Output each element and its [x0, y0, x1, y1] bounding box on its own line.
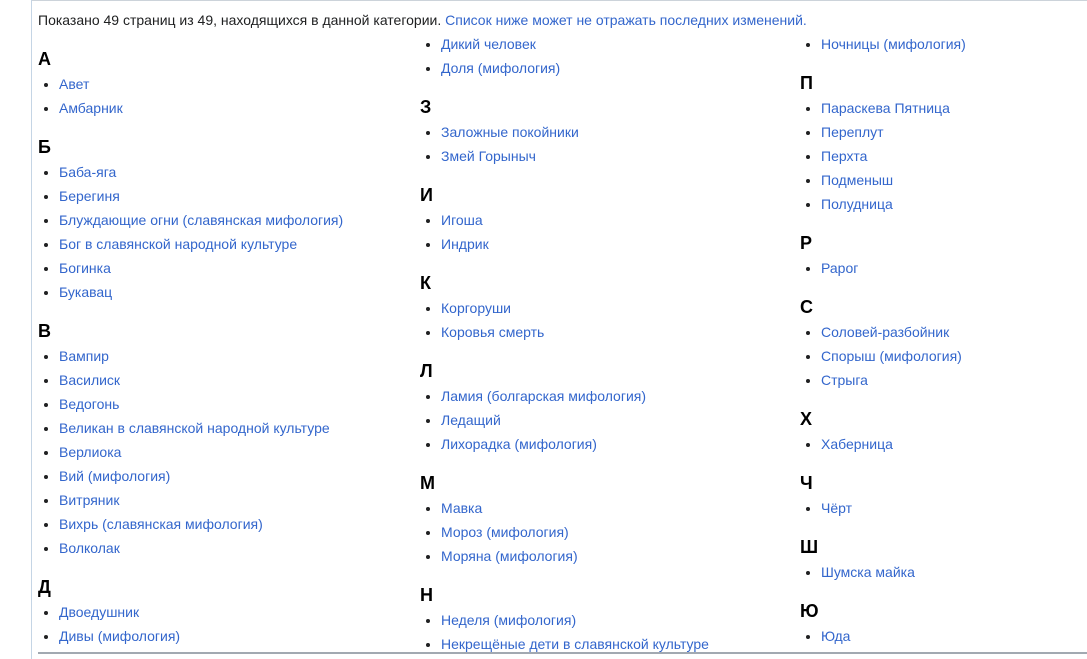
list-item: [59, 536, 420, 560]
category-page-link[interactable]: Авет: [59, 76, 90, 92]
category-page-list: [800, 496, 1087, 520]
list-item: [59, 600, 420, 624]
category-page-link[interactable]: Индрик: [441, 236, 489, 252]
category-page-list: [420, 120, 800, 168]
category-page-link[interactable]: Неделя (мифология): [441, 612, 577, 628]
category-page-link[interactable]: Лихорадка (мифология): [441, 436, 597, 452]
category-page-list: [38, 600, 420, 648]
category-page-link[interactable]: Моряна (мифология): [441, 548, 578, 564]
list-item: [59, 72, 420, 96]
list-item: [441, 144, 800, 168]
category-page-link[interactable]: Некрещёные дети в славянской культуре: [441, 636, 709, 652]
category-page-link[interactable]: Шумска майка: [821, 564, 915, 580]
category-page-link[interactable]: Мавка: [441, 500, 483, 516]
list-item: [441, 120, 800, 144]
category-page-link[interactable]: Великан в славянской народной культуре: [59, 420, 330, 436]
category-page-link[interactable]: Богинка: [59, 260, 111, 276]
list-item: [441, 496, 800, 520]
letter-heading: Ю: [800, 601, 819, 621]
category-column-2: [420, 32, 800, 656]
category-page-link[interactable]: Дивы (мифология): [59, 628, 181, 644]
category-page-link[interactable]: Стрыга: [821, 372, 868, 388]
list-item: [59, 392, 420, 416]
category-page-link[interactable]: Бог в славянской народной культуре: [59, 236, 298, 252]
list-item: [821, 144, 1087, 168]
list-item: [441, 544, 800, 568]
category-count-text: Показано 49 страниц из 49, находящихся в данной категории.: [38, 12, 442, 28]
list-item: [59, 512, 420, 536]
category-page-link[interactable]: Змей Горыныч: [441, 148, 536, 164]
category-page-link[interactable]: Коргоруши: [441, 300, 511, 316]
list-item: [59, 416, 420, 440]
category-page-link[interactable]: Ведогонь: [59, 396, 120, 412]
category-page-link[interactable]: Доля (мифология): [441, 60, 561, 76]
list-item: [441, 32, 800, 56]
category-page-list: [420, 384, 800, 456]
list-item: [59, 208, 420, 232]
letter-heading: Д: [38, 577, 51, 597]
list-item: [821, 256, 1087, 280]
category-page-list: [420, 296, 800, 344]
category-page-list: [800, 32, 1087, 56]
category-page-link[interactable]: Василиск: [59, 372, 121, 388]
category-page-link[interactable]: Игоша: [441, 212, 483, 228]
list-item: [821, 344, 1087, 368]
category-page-list: [38, 72, 420, 120]
letter-heading: С: [800, 297, 813, 317]
content-left-border: [31, 0, 32, 659]
list-item: [441, 320, 800, 344]
category-page-link[interactable]: Мороз (мифология): [441, 524, 569, 540]
letter-heading: Л: [420, 361, 433, 381]
list-item: [59, 256, 420, 280]
letter-heading: А: [38, 49, 51, 69]
list-item: [821, 496, 1087, 520]
list-item: [59, 464, 420, 488]
list-item: [59, 96, 420, 120]
category-page-list: [38, 160, 420, 304]
list-item: [59, 160, 420, 184]
category-page-link[interactable]: Подменыш: [821, 172, 894, 188]
letter-heading: В: [38, 321, 51, 341]
list-item: [441, 608, 800, 632]
category-page-link[interactable]: Соловей-разбойник: [821, 324, 950, 340]
letter-heading: Н: [420, 585, 433, 605]
category-page-link[interactable]: Коровья смерть: [441, 324, 545, 340]
list-item: [821, 96, 1087, 120]
category-page-link[interactable]: Берегиня: [59, 188, 120, 204]
list-item: [59, 232, 420, 256]
category-page-link[interactable]: Букавац: [59, 284, 113, 300]
category-page-link[interactable]: Заложные покойники: [441, 124, 579, 140]
category-page-link[interactable]: Вихрь (славянская мифология): [59, 516, 263, 532]
category-columns: [38, 32, 1087, 656]
list-item: [59, 368, 420, 392]
category-page-list: [800, 624, 1087, 648]
category-page-link[interactable]: Дикий человек: [441, 36, 536, 52]
list-item: [821, 320, 1087, 344]
category-page-list: [800, 560, 1087, 584]
category-page-list: [420, 496, 800, 568]
category-page-link[interactable]: Параскева Пятница: [821, 100, 950, 116]
category-page-list: [800, 96, 1087, 216]
category-page-link[interactable]: Вий (мифология): [59, 468, 171, 484]
category-page-list: [800, 320, 1087, 392]
category-page-link[interactable]: Ночницы (мифология): [821, 36, 966, 52]
category-page-link[interactable]: Вампир: [59, 348, 109, 364]
category-page-link[interactable]: Переплут: [821, 124, 884, 140]
list-item: [821, 368, 1087, 392]
category-page-link[interactable]: Хаберница: [821, 436, 893, 452]
list-item: [821, 624, 1087, 648]
bottom-divider: [38, 652, 1087, 654]
list-item: [441, 296, 800, 320]
list-item: [441, 432, 800, 456]
list-item: [441, 408, 800, 432]
letter-heading: К: [420, 273, 431, 293]
category-page-link[interactable]: Спорыш (мифология): [821, 348, 962, 364]
category-page-link[interactable]: Двоедушник: [59, 604, 140, 620]
category-page-list: [38, 344, 420, 560]
letter-heading: Р: [800, 233, 813, 253]
category-page-link[interactable]: Чёрт: [821, 500, 853, 516]
recent-changes-note-link[interactable]: Список ниже может не отражать последних изменений.: [445, 12, 807, 28]
list-item: [59, 624, 420, 648]
category-page-link[interactable]: Рарог: [821, 260, 859, 276]
category-count-line: [38, 0, 1087, 31]
list-item: [59, 440, 420, 464]
category-column-3: [800, 32, 1087, 648]
list-item: [441, 384, 800, 408]
list-item: [59, 488, 420, 512]
list-item: [441, 520, 800, 544]
list-item: [821, 32, 1087, 56]
letter-heading: И: [420, 185, 433, 205]
list-item: [59, 344, 420, 368]
category-page-link[interactable]: Перхта: [821, 148, 868, 164]
category-page-link[interactable]: Ледащий: [441, 412, 501, 428]
category-page-link[interactable]: Амбарник: [59, 100, 123, 116]
list-item: [59, 184, 420, 208]
category-page-link[interactable]: Юда: [821, 628, 851, 644]
category-content: [38, 0, 1087, 656]
list-item: [59, 280, 420, 304]
list-item: [441, 56, 800, 80]
category-page-link[interactable]: Полудница: [821, 196, 893, 212]
letter-heading: З: [420, 97, 432, 117]
category-page-list: [420, 32, 800, 80]
letter-heading: Ш: [800, 537, 819, 557]
category-page-link[interactable]: Ламия (болгарская мифология): [441, 388, 647, 404]
category-page-link[interactable]: Верлиока: [59, 444, 122, 460]
list-item: [821, 192, 1087, 216]
list-item: [821, 560, 1087, 584]
category-column-1: [38, 32, 420, 648]
category-page-link[interactable]: Блуждающие огни (славянская мифология): [59, 212, 344, 228]
category-page-link[interactable]: Баба-яга: [59, 164, 117, 180]
list-item: [441, 232, 800, 256]
category-page-list: [420, 608, 800, 656]
list-item: [821, 432, 1087, 456]
list-item: [821, 168, 1087, 192]
list-item: [441, 208, 800, 232]
letter-heading: П: [800, 73, 813, 93]
letter-heading: М: [420, 473, 435, 493]
letter-heading: Х: [800, 409, 813, 429]
category-page-list: [800, 256, 1087, 280]
category-page-link[interactable]: Витряник: [59, 492, 120, 508]
category-page-list: [420, 208, 800, 256]
list-item: [821, 120, 1087, 144]
letter-heading: Б: [38, 137, 51, 157]
category-page-list: [800, 432, 1087, 456]
category-page-link[interactable]: Волколак: [59, 540, 120, 556]
letter-heading: Ч: [800, 473, 813, 493]
